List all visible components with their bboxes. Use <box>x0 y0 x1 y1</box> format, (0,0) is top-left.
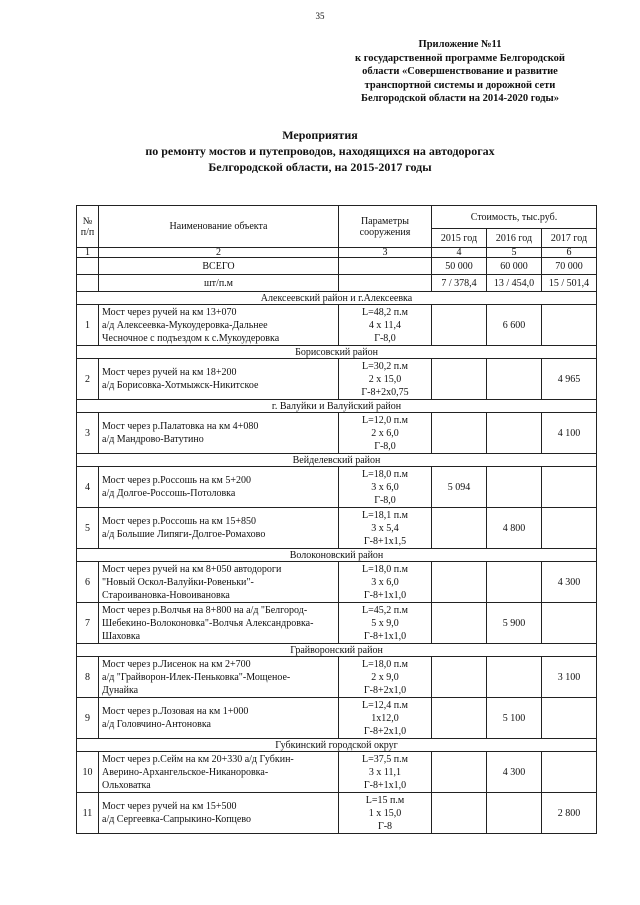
table-row <box>77 305 597 346</box>
total-2015: 50 000 <box>432 258 487 275</box>
object-name-line: а/д Мандрово-Ватутино <box>102 434 204 445</box>
units-2015: 7 / 378,4 <box>432 275 487 292</box>
object-name <box>99 603 339 644</box>
structure-param-line: L=12,0 п.м <box>362 414 408 426</box>
structure-param-line: Г-8+2х1,0 <box>363 725 407 737</box>
structure-param-line: Г-8,0 <box>374 332 396 344</box>
row-number: 10 <box>77 752 99 793</box>
structure-param-line: 1х12,0 <box>371 712 399 724</box>
colnum: 5 <box>487 248 542 258</box>
region-name: Губкинский городской округ <box>77 739 597 752</box>
cost-2016: 5 900 <box>487 603 542 644</box>
table-row <box>77 467 597 508</box>
header-2017: 2017 год <box>542 229 597 248</box>
object-name-line: а/д "Грайворон-Илек-Пеньковка"-Мощеное- <box>102 671 291 683</box>
object-name-line: Мост через р.Волчья на 8+800 на а/д "Белгород- <box>102 604 308 616</box>
title-line: по ремонту мостов и путепроводов, находящихся на автодорогах <box>145 144 495 158</box>
structure-param-line: L=37,5 п.м <box>362 753 408 765</box>
region-name: г. Валуйки и Валуйский район <box>77 400 597 413</box>
structure-param-line: 2 x 6,0 <box>371 427 399 439</box>
object-name-line: Мост через р.Сейм на км 20+330 а/д Губкин- <box>102 753 294 765</box>
cost-2015 <box>432 305 487 346</box>
cost-2015 <box>432 793 487 834</box>
region-row <box>77 549 597 562</box>
document-title <box>0 127 640 175</box>
row-number: 2 <box>77 359 99 400</box>
units-label: шт/п.м <box>99 275 339 292</box>
region-name: Борисовский район <box>77 346 597 359</box>
cost-2017 <box>542 752 597 793</box>
object-name-line: Шаховка <box>102 630 141 642</box>
row-number: 9 <box>77 698 99 739</box>
cost-2015: 5 094 <box>432 467 487 508</box>
structure-param-line: 3 x 6,0 <box>371 481 399 493</box>
total-2016: 60 000 <box>487 258 542 275</box>
object-name-line: Мост через р.Россошь на км 5+200 <box>102 475 251 486</box>
object-name-line: а/д Головчино-Антоновка <box>102 719 211 730</box>
cost-2015 <box>432 752 487 793</box>
title-line: Белгородской области, на 2015-2017 годы <box>208 160 432 174</box>
region-row <box>77 400 597 413</box>
table-row <box>77 562 597 603</box>
header-params: Параметры сооружения <box>339 206 432 248</box>
annex-header <box>330 38 590 106</box>
row-number: 8 <box>77 657 99 698</box>
object-name <box>99 793 339 834</box>
structure-param-line: Г-8+1х1,0 <box>363 779 407 791</box>
structure-param-line: L=48,2 п.м <box>362 306 408 318</box>
cost-2015 <box>432 657 487 698</box>
object-name <box>99 752 339 793</box>
structure-param-line: 2 x 9,0 <box>371 671 399 683</box>
structure-params <box>339 603 432 644</box>
cost-2016 <box>487 793 542 834</box>
colnum: 1 <box>77 248 99 258</box>
cost-2017: 4 300 <box>542 562 597 603</box>
units-2016: 13 / 454,0 <box>487 275 542 292</box>
cost-2015 <box>432 603 487 644</box>
cost-2017: 2 800 <box>542 793 597 834</box>
cost-2017 <box>542 603 597 644</box>
structure-param-line: Г-8 <box>377 820 393 832</box>
structure-params <box>339 657 432 698</box>
cost-2015 <box>432 698 487 739</box>
table-row <box>77 603 597 644</box>
object-name-line: Мост через ручей на км 18+200 <box>102 367 237 378</box>
row-number: 1 <box>77 305 99 346</box>
cost-2015 <box>432 562 487 603</box>
object-name-line: Мост через ручей на км 15+500 <box>102 801 237 812</box>
cost-2016 <box>487 467 542 508</box>
structure-params <box>339 793 432 834</box>
cost-2016 <box>487 359 542 400</box>
object-name-line: Мост через р.Лозовая на км 1+000 <box>102 706 249 717</box>
object-name-line: а/д Долгое-Россошь-Потоловка <box>102 488 236 499</box>
title-line: Мероприятия <box>282 128 358 142</box>
object-name <box>99 698 339 739</box>
cost-2017 <box>542 305 597 346</box>
total-label: ВСЕГО <box>99 258 339 275</box>
table-row <box>77 359 597 400</box>
table-row <box>77 793 597 834</box>
annex-line: Приложение №11 <box>418 39 502 50</box>
colnum: 4 <box>432 248 487 258</box>
object-name-line: "Новый Оскол-Валуйки-Ровеньки"- <box>102 576 254 588</box>
object-name-line: Мост через р.Лисенок на км 2+700 <box>102 658 251 670</box>
cost-2015 <box>432 413 487 454</box>
region-row <box>77 292 597 305</box>
structure-params <box>339 305 432 346</box>
structure-params <box>339 413 432 454</box>
row-number: 7 <box>77 603 99 644</box>
object-name-line: Староивановка-Новоивановка <box>102 589 230 601</box>
cost-2016: 4 300 <box>487 752 542 793</box>
object-name-line: а/д Алексеевка-Мукоудеровка-Дальнее <box>102 319 268 331</box>
annex-line: области «Совершенствование и развитие <box>362 66 558 78</box>
structure-param-line: Г-8+1х1,0 <box>363 630 407 642</box>
colnum: 3 <box>339 248 432 258</box>
cost-2017 <box>542 467 597 508</box>
object-name <box>99 413 339 454</box>
structure-params <box>339 562 432 603</box>
structure-param-line: Г-8+1х1,0 <box>363 589 407 601</box>
structure-param-line: Г-8+2х0,75 <box>361 386 409 398</box>
annex-line: к государственной программе Белгородской <box>355 52 565 64</box>
object-name <box>99 508 339 549</box>
region-name: Вейделевский район <box>77 454 597 467</box>
structure-param-line: Г-8+1х1,5 <box>363 535 407 547</box>
structure-param-line: 4 x 11,4 <box>368 319 402 331</box>
object-name-line: Мост через ручей на км 13+070 <box>102 306 237 318</box>
row-number: 4 <box>77 467 99 508</box>
structure-param-line: L=18,0 п.м <box>362 468 408 480</box>
region-row <box>77 644 597 657</box>
cost-2016: 6 600 <box>487 305 542 346</box>
region-row <box>77 739 597 752</box>
structure-params <box>339 508 432 549</box>
structure-params <box>339 752 432 793</box>
region-name: Волоконовский район <box>77 549 597 562</box>
structure-param-line: 2 x 15,0 <box>368 373 402 385</box>
cost-2015 <box>432 508 487 549</box>
header-num: № п/п <box>77 206 99 248</box>
row-number: 5 <box>77 508 99 549</box>
object-name-line: Чесночное с подъездом к с.Мукоудеровка <box>102 332 280 344</box>
object-name-line: Аверино-Архангельское-Никаноровка- <box>102 766 269 778</box>
object-name <box>99 562 339 603</box>
structure-param-line: L=15 п.м <box>365 794 405 806</box>
row-number: 11 <box>77 793 99 834</box>
object-name-line: а/д Борисовка-Хотмыжск-Никитское <box>102 380 259 391</box>
cost-2017 <box>542 698 597 739</box>
object-name-line: Мост через ручей на км 8+050 автодороги <box>102 563 282 575</box>
structure-param-line: L=18,1 п.м <box>362 509 408 521</box>
object-name-line: Мост через р.Россошь на км 15+850 <box>102 516 256 527</box>
colnum: 2 <box>99 248 339 258</box>
object-name-line: Ольховатка <box>102 779 151 791</box>
structure-param-line: 3 x 6,0 <box>371 576 399 588</box>
table-row <box>77 752 597 793</box>
units-2017: 15 / 501,4 <box>542 275 597 292</box>
structure-param-line: Г-8+2х1,0 <box>363 684 407 696</box>
header-name: Наименование объекта <box>99 206 339 248</box>
structure-params <box>339 467 432 508</box>
structure-params <box>339 359 432 400</box>
structure-param-line: 1 x 15,0 <box>368 807 402 819</box>
structure-param-line: L=18,0 п.м <box>362 563 408 575</box>
structure-param-line: L=45,2 п.м <box>362 604 408 616</box>
header-2016: 2016 год <box>487 229 542 248</box>
cost-2016: 4 800 <box>487 508 542 549</box>
cost-2015 <box>432 359 487 400</box>
object-name-line: Дунайка <box>102 684 139 696</box>
structure-param-line: 3 x 5,4 <box>371 522 399 534</box>
cost-2017: 4 965 <box>542 359 597 400</box>
table-row <box>77 657 597 698</box>
table-row <box>77 508 597 549</box>
cost-2017 <box>542 508 597 549</box>
object-name <box>99 657 339 698</box>
table-row <box>77 698 597 739</box>
page-number: 35 <box>315 11 325 21</box>
region-row <box>77 454 597 467</box>
cost-2016 <box>487 562 542 603</box>
cost-2016 <box>487 413 542 454</box>
structure-param-line: L=12,4 п.м <box>362 699 408 711</box>
structure-param-line: 5 x 9,0 <box>371 617 399 629</box>
structure-param-line: L=18,0 п.м <box>362 658 408 670</box>
header-cost: Стоимость, тыс.руб. <box>432 206 597 229</box>
row-number: 3 <box>77 413 99 454</box>
region-row <box>77 346 597 359</box>
cost-2016 <box>487 657 542 698</box>
structure-param-line: Г-8,0 <box>374 494 396 506</box>
object-name-line: Мост через р.Палатовка на км 4+080 <box>102 421 259 432</box>
structure-param-line: L=30,2 п.м <box>362 360 408 372</box>
cost-2017: 3 100 <box>542 657 597 698</box>
row-number: 6 <box>77 562 99 603</box>
region-name: Грайворонский район <box>77 644 597 657</box>
header-2015: 2015 год <box>432 229 487 248</box>
colnum: 6 <box>542 248 597 258</box>
object-name <box>99 359 339 400</box>
structure-param-line: Г-8,0 <box>374 440 396 452</box>
annex-line: транспортной системы и дорожной сети <box>364 79 556 91</box>
object-name-line: а/д Сергеевка-Сапрыкино-Копцево <box>102 814 251 825</box>
object-name <box>99 467 339 508</box>
cost-2016: 5 100 <box>487 698 542 739</box>
object-name <box>99 305 339 346</box>
bridges-table <box>76 205 597 834</box>
table-row <box>77 413 597 454</box>
annex-line: Белгородской области на 2014-2020 годы» <box>361 93 559 105</box>
region-name: Алексеевский район и г.Алексеевка <box>77 292 597 305</box>
object-name-line: Шебекино-Волоконовка"-Волчья Александровка- <box>102 617 314 629</box>
structure-params <box>339 698 432 739</box>
object-name-line: а/д Большие Липяги-Долгое-Ромахово <box>102 529 266 540</box>
cost-2017: 4 100 <box>542 413 597 454</box>
total-2017: 70 000 <box>542 258 597 275</box>
structure-param-line: 3 x 11,1 <box>368 766 402 778</box>
